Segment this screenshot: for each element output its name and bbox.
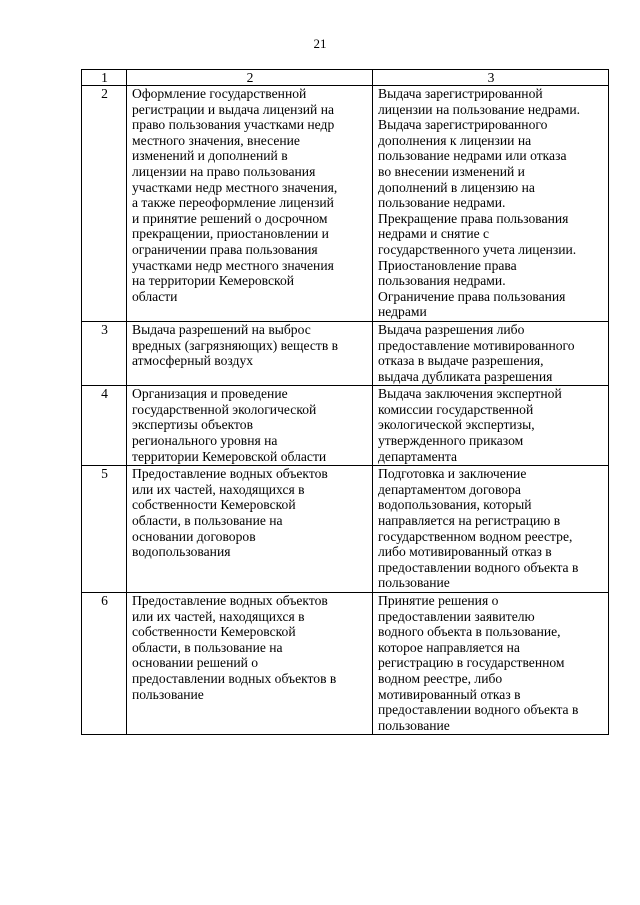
page-number: 21	[313, 36, 327, 51]
service-result-cell: Принятие решения о предоставлении заявителю водного объекта в пользование, которое направляется на регистрацию в государственном водном реестре, либо мотивированный отказ в предоставлении водного объекта в пользование	[373, 593, 609, 735]
table-row	[82, 466, 609, 593]
service-name-cell: Оформление государственной регистрации и выдача лицензий на право пользования участками недр местного значения, внесение изменений и дополнений в лицензии на право пользования участками недр местного значения, а также переоформление лицензий и принятие решений о досрочном прекращении, приостановлении и ограничении права пользования участками недр местного значения на территории Кемеровской области	[127, 86, 373, 322]
service-name-cell: Организация и проведение государственной экологической экспертизы объектов регионального уровня на территории Кемеровской области	[127, 386, 373, 466]
row-number: 6	[82, 593, 127, 735]
services-table	[81, 69, 609, 735]
service-name-cell: Выдача разрешений на выброс вредных (загрязняющих) веществ в атмосферный воздух	[127, 321, 373, 385]
row-number: 2	[82, 86, 127, 322]
service-name-cell: Предоставление водных объектов или их частей, находящихся в собственности Кемеровской области, в пользование на основании договоров водопользования	[127, 466, 373, 593]
service-result-cell: Подготовка и заключение департаментом договора водопользования, который направляется на регистрацию в государственном водном реестре, либо мотивированный отказ в предоставлении водного объекта в пользование	[373, 466, 609, 593]
service-result-cell: Выдача разрешения либо предоставление мотивированного отказа в выдаче разрешения, выдача дубликата разрешения	[373, 321, 609, 385]
service-result-cell: Выдача зарегистрированной лицензии на пользование недрами. Выдача зарегистрированного дополнения к лицензии на пользование недрами или отказа во внесении изменений и дополнений в лицензию на пользование недрами. Прекращение права пользования недрами и снятие с государственного учета лицензии. Приостановление права пользования недрами. Ограничение права пользования недрами	[373, 86, 609, 322]
header-col-3: 3	[373, 70, 609, 86]
table-row	[82, 321, 609, 385]
row-number: 4	[82, 386, 127, 466]
table-row	[82, 593, 609, 735]
service-name-cell: Предоставление водных объектов или их частей, находящихся в собственности Кемеровской области, в пользование на основании решений о предоставлении водных объектов в пользование	[127, 593, 373, 735]
header-col-2: 2	[127, 70, 373, 86]
service-result-cell: Выдача заключения экспертной комиссии государственной экологической экспертизы, утвержденного приказом департамента	[373, 386, 609, 466]
table-row	[82, 86, 609, 322]
table-row	[82, 386, 609, 466]
table-header-row	[82, 70, 609, 86]
row-number: 3	[82, 321, 127, 385]
header-col-1: 1	[82, 70, 127, 86]
row-number: 5	[82, 466, 127, 593]
